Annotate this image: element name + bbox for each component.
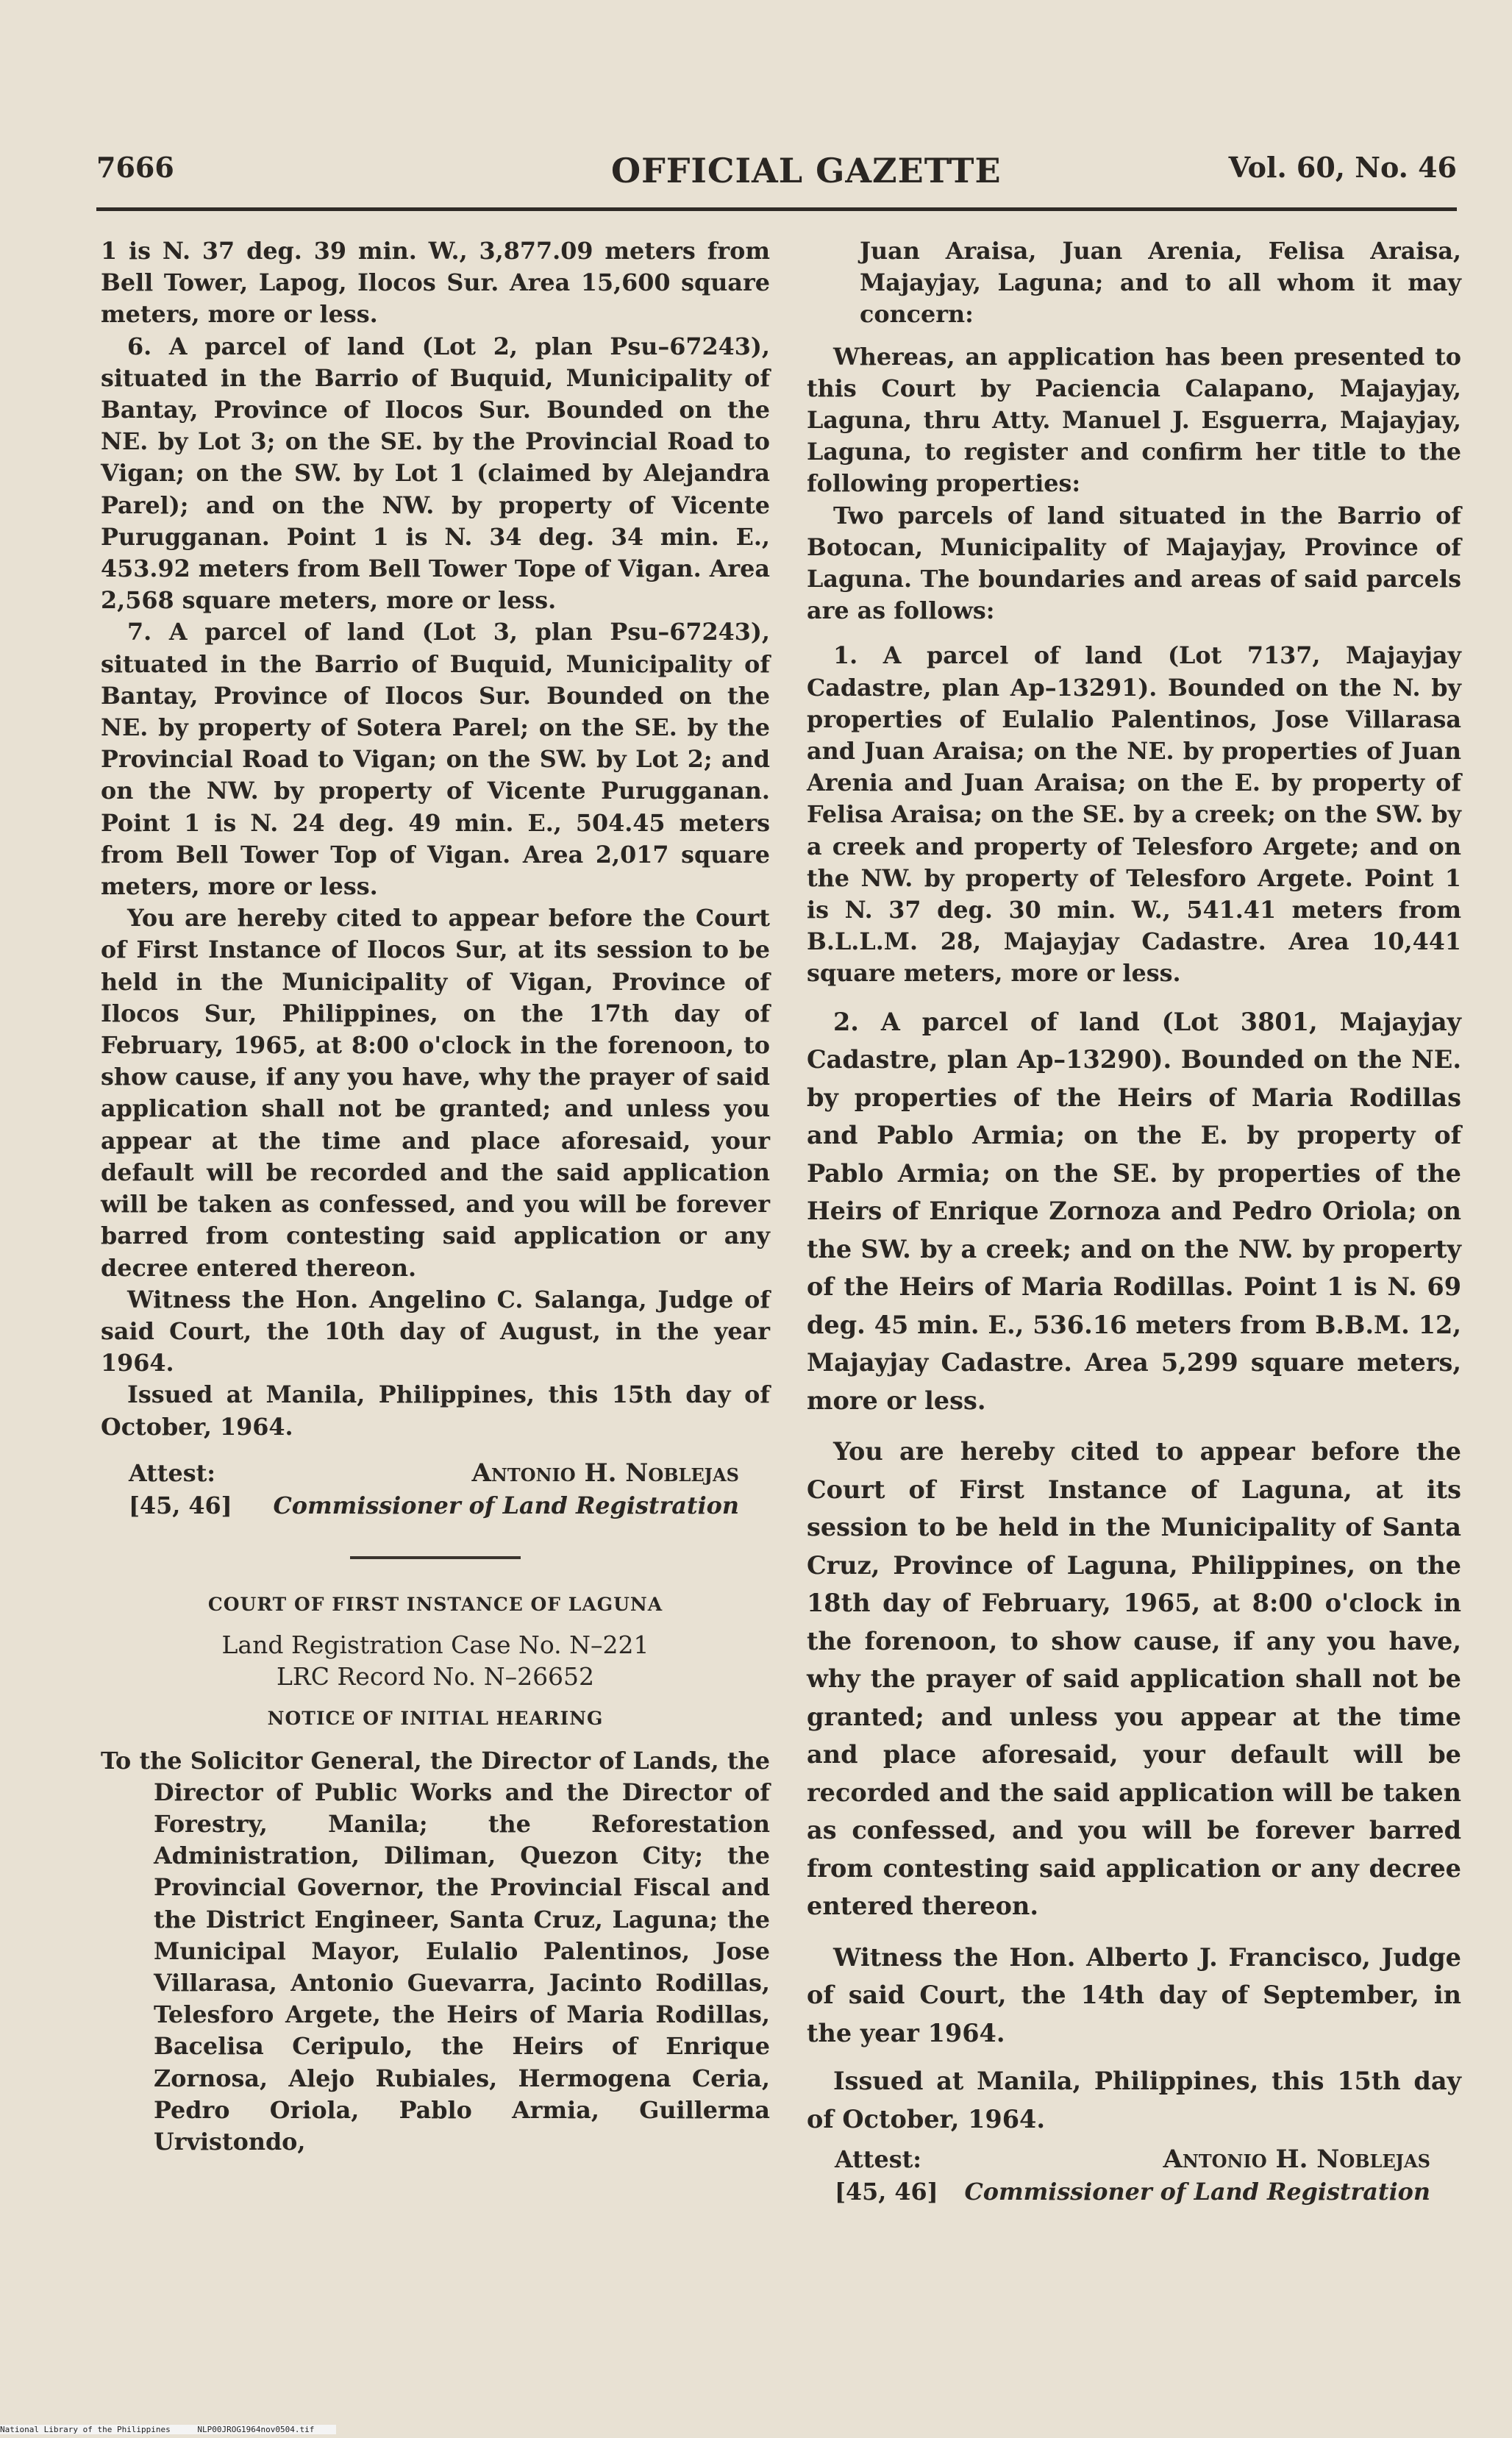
page-number: 7666 — [96, 151, 174, 184]
paragraph: Witness the Hon. Alberto J. Francisco, Judge of said Court, the 14th day of September, in the year 1964. — [807, 1942, 1461, 2047]
page-header — [96, 151, 1457, 202]
left-column — [101, 235, 770, 2158]
footer-file: NLP00JROG1964nov0504.tif — [197, 2425, 315, 2434]
paragraph: Issued at Manila, Philippines, this 15th day of October, 1964. — [101, 1381, 770, 1441]
record-number: LRC Record No. N–26652 — [276, 1662, 595, 1692]
signatory-name: Antonio H. Noblejas — [471, 1458, 739, 1488]
scan-footer — [0, 2425, 336, 2434]
right-column — [807, 235, 1461, 2211]
header-rule — [96, 207, 1457, 211]
paragraph: 1. A parcel of land (Lot 7137, Majayjay Cadastre, plan Ap–13291). Bounded on the N. by properties of Eulalio Palentinos, Jose Villarasa and Juan Araisa; on the NE. by properties of Juan Arenia and Juan Araisa; on the E. by property of Felisa Araisa; on the SE. by a creek; on the SW. by a creek and property of Telesforo Argete; and on the NW. by property of Telesforo Argete. Point 1 is N. 37 deg. 30 min. W., 541.41 meters from B.L.L.M. 28, Majayjay Cadastre. Area 10,441 square meters, more or less. — [807, 642, 1461, 988]
signatory-title: Commissioner of Land Registration — [964, 2178, 1430, 2206]
signatory-name: Antonio H. Noblejas — [1163, 2145, 1430, 2175]
notice-heading: NOTICE OF INITIAL HEARING — [267, 1708, 604, 1730]
publication-title: OFFICIAL GAZETTE — [611, 151, 1002, 190]
attest-block — [101, 1458, 770, 1525]
attest-ref: [45, 46] — [129, 1491, 232, 1519]
paragraph: You are hereby cited to appear before the Court of First Instance of Ilocos Sur, at its session to be held in the Municipality of Vigan, Province of Ilocos Sur, Philippines, on the 17th day of February, 1965, at 8:00 o'clock in the forenoon, to show cause, if any you have, why the prayer of said application shall not be granted; and unless you appear at the time and place aforesaid, your default will be recorded and the said application will be taken as confessed, and you will be forever barred from contesting said application or any decree entered thereon. — [101, 905, 770, 1282]
attest-label: Attest: — [835, 2146, 922, 2174]
attest-ref: [45, 46] — [835, 2178, 938, 2206]
address-continued: Juan Araisa, Juan Arenia, Felisa Araisa, Majayjay, Laguna; and to all whom it may concern: — [860, 238, 1461, 329]
paragraph: Issued at Manila, Philippines, this 15th day of October, 1964. — [807, 2067, 1461, 2134]
case-number: Land Registration Case No. N–221 — [221, 1630, 649, 1659]
notice-address: To the Solicitor General, the Director of Lands, the Director of Public Works and the Director of Forestry, Manila; the Reforestation Administration, Diliman, Quezon City; the Provincial Governor, the Provincial Fiscal and the District Engineer, Santa Cruz, Laguna; the Municipal Mayor, Eulalio Palentinos, Jose Villarasa, Antonio Guevarra, Jacinto Rodillas, Telesforo Argete, the Heirs of Maria Rodillas, Bacelisa Ceripulo, the Heirs of Enrique Zornosa, Alejo Rubiales, Hermogena Ceria, Pedro Oriola, Pablo Armia, Guillerma Urvistondo, — [101, 1747, 770, 2156]
signatory-title: Commissioner of Land Registration — [273, 1491, 739, 1519]
section-divider — [350, 1556, 521, 1559]
paragraph: 7. A parcel of land (Lot 3, plan Psu–67243), situated in the Barrio of Buquid, Municipality of Bantay, Province of Ilocos Sur. Bounded on the NE. by property of Sotera Parel; on the SE. by the Provincial Road to Vigan; on the SW. by Lot 2; and on the NW. by property of Vicente Purugganan. Point 1 is N. 24 deg. 49 min. E., 504.45 meters from Bell Tower Top of Vigan. Area 2,017 square meters, more or less. — [101, 619, 770, 901]
court-heading: COURT OF FIRST INSTANCE OF LAGUNA — [207, 1593, 663, 1615]
paragraph: You are hereby cited to appear before the Court of First Instance of Laguna, at its session to be held in the Municipality of Santa Cruz, Province of Laguna, Philippines, on the 18th day of February, 1965, at 8:00 o'clock in the forenoon, to show cause, if any you have, why the prayer of said application shall not be granted; and unless you appear at the time and place aforesaid, your default will be recorded and the said application will be taken as confessed, and you will be forever barred from contesting said application or any decree entered thereon. — [807, 1437, 1461, 1921]
attest-label: Attest: — [129, 1459, 216, 1487]
paragraph: Two parcels of land situated in the Barrio of Botocan, Municipality of Majayjay, Province of Laguna. The boundaries and areas of said parcels are as follows: — [807, 502, 1461, 625]
paragraph: Whereas, an application has been presented to this Court by Paciencia Calapano, Majayjay, Laguna, thru Atty. Manuel J. Esguerra, Majayjay, Laguna, to register and confirm her title to the following properties: — [807, 343, 1461, 498]
paragraph: 2. A parcel of land (Lot 3801, Majayjay Cadastre, plan Ap–13290). Bounded on the NE. by properties of the Heirs of Maria Rodillas and Pablo Armia; on the E. by property of Pablo Armia; on the SE. by properties of the Heirs of Enrique Zornoza and Pedro Oriola; on the SW. by a creek; and on the NW. by property of the Heirs of Maria Rodillas. Point 1 is N. 69 deg. 45 min. E., 536.16 meters from B.B.M. 12, Majayjay Cadastre. Area 5,299 square meters, more or less. — [807, 1007, 1461, 1415]
volume-number: Vol. 60, No. 46 — [1228, 151, 1457, 184]
footer-source: National Library of the Philippines — [0, 2425, 171, 2434]
paragraph: Witness the Hon. Angelino C. Salanga, Judge of said Court, the 10th day of August, in the year 1964. — [101, 1286, 770, 1377]
paragraph: 1 is N. 37 deg. 39 min. W., 3,877.09 meters from Bell Tower, Lapog, Ilocos Sur. Area 15,600 square meters, more or less. — [101, 238, 770, 329]
attest-block — [807, 2144, 1461, 2211]
paragraph: 6. A parcel of land (Lot 2, plan Psu–67243), situated in the Barrio of Buquid, Municipality of Bantay, Province of Ilocos Sur. Bounded on the NE. by Lot 3; on the SE. by the Provincial Road to Vigan; on the SW. by Lot 1 (claimed by Alejandra Parel); and on the NW. by property of Vicente Purugganan. Point 1 is N. 34 deg. 34 min. E., 453.92 meters from Bell Tower Tope of Vigan. Area 2,568 square meters, more or less. — [101, 332, 770, 615]
